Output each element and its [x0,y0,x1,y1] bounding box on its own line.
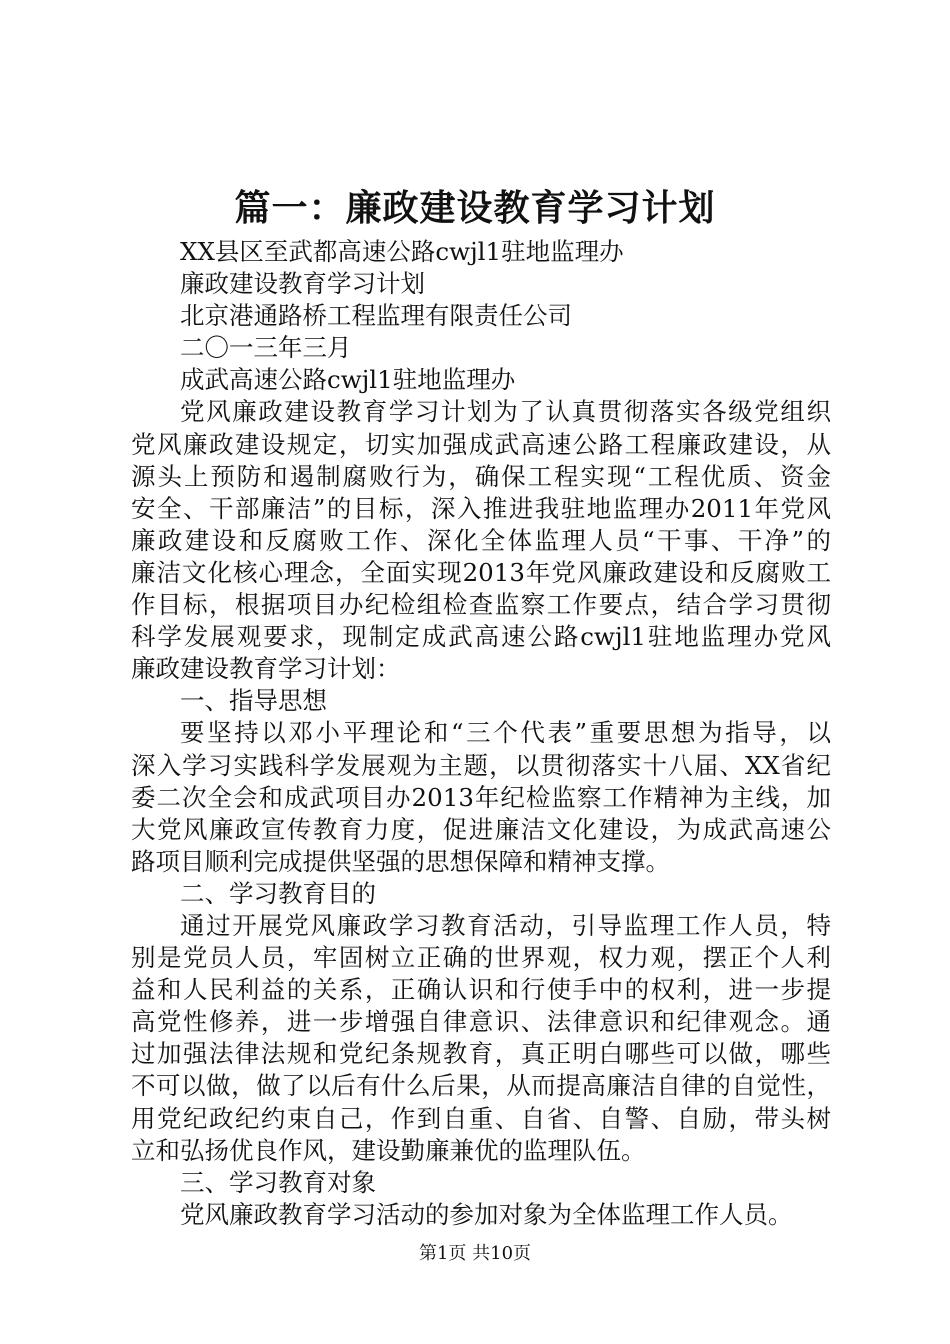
text-line: 科学发展观要求，现制定成武高速公路cwjl1驻地监理办党风 [131,622,831,652]
text-line: 三、学习教育对象 [180,1167,376,1197]
text-line: 高党性修养，进一步增强自律意识、法律意识和纪律观念。通 [131,1007,831,1037]
text-line: 党风廉政建设教育学习计划为了认真贯彻落实各级党组织 [180,397,831,427]
text-line: 二〇一三年三月 [180,333,352,363]
text-line: 廉政建设教育学习计划： [131,654,401,684]
text-line: 成武高速公路cwjl1驻地监理办 [180,365,516,395]
text-line: 廉洁文化核心理念，全面实现2013年党风廉政建设和反腐败工 [131,557,831,587]
text-line: 大党风廉政宣传教育力度，促进廉洁文化建设，为成武高速公 [131,814,831,844]
text-line: 党风廉政建设规定，切实加强成武高速公路工程廉政建设，从 [131,429,831,459]
text-line: 要坚持以邓小平理论和“三个代表”重要思想为指导，以 [180,718,831,748]
text-line: 作目标，根据项目办纪检组检查监察工作要点，结合学习贯彻 [131,590,831,620]
text-line: 安全、干部廉洁”的目标，深入推进我驻地监理办2011年党风 [131,493,831,523]
text-line: 用党纪政纪约束自己，作到自重、自省、自警、自励，带头树 [131,1103,831,1133]
text-line: 不可以做，做了以后有什么后果，从而提高廉洁自律的自觉性， [131,1071,831,1101]
page-footer: 第1页 共10页 [418,1243,532,1264]
text-line: 益和人民利益的关系，正确认识和行使手中的权利，进一步提 [131,975,831,1005]
text-line: 北京港通路桥工程监理有限责任公司 [180,301,572,331]
text-line: 廉政建设教育学习计划 [180,269,425,299]
document-body [131,236,831,1231]
text-line: 一、指导思想 [180,686,327,716]
text-line: 过加强法律法规和党纪条规教育，真正明白哪些可以做，哪些 [131,1039,831,1069]
text-line: 党风廉政教育学习活动的参加对象为全体监理工作人员。 [180,1199,793,1229]
text-line: XX县区至武都高速公路cwjl1驻地监理办 [180,237,624,266]
text-line: 委二次全会和成武项目办2013年纪检监察工作精神为主线，加 [131,782,831,812]
text-line: 源头上预防和遏制腐败行为，确保工程实现“工程优质、资金 [131,461,831,491]
document-title: 篇一：廉政建设教育学习计划 [234,187,716,229]
text-line: 路项目顺利完成提供坚强的思想保障和精神支撑。 [131,846,670,876]
text-line: 深入学习实践科学发展观为主题，以贯彻落实十八届、XX省纪 [131,750,831,780]
text-line: 别是党员人员，牢固树立正确的世界观，权力观，摆正个人利 [131,943,831,973]
text-line: 立和弘扬优良作风，建设勤廉兼优的监理队伍。 [131,1135,646,1165]
text-line: 通过开展党风廉政学习教育活动，引导监理工作人员，特 [180,910,831,940]
text-line: 二、学习教育目的 [180,878,376,908]
text-line: 廉政建设和反腐败工作、深化全体监理人员“干事、干净”的 [131,525,831,555]
